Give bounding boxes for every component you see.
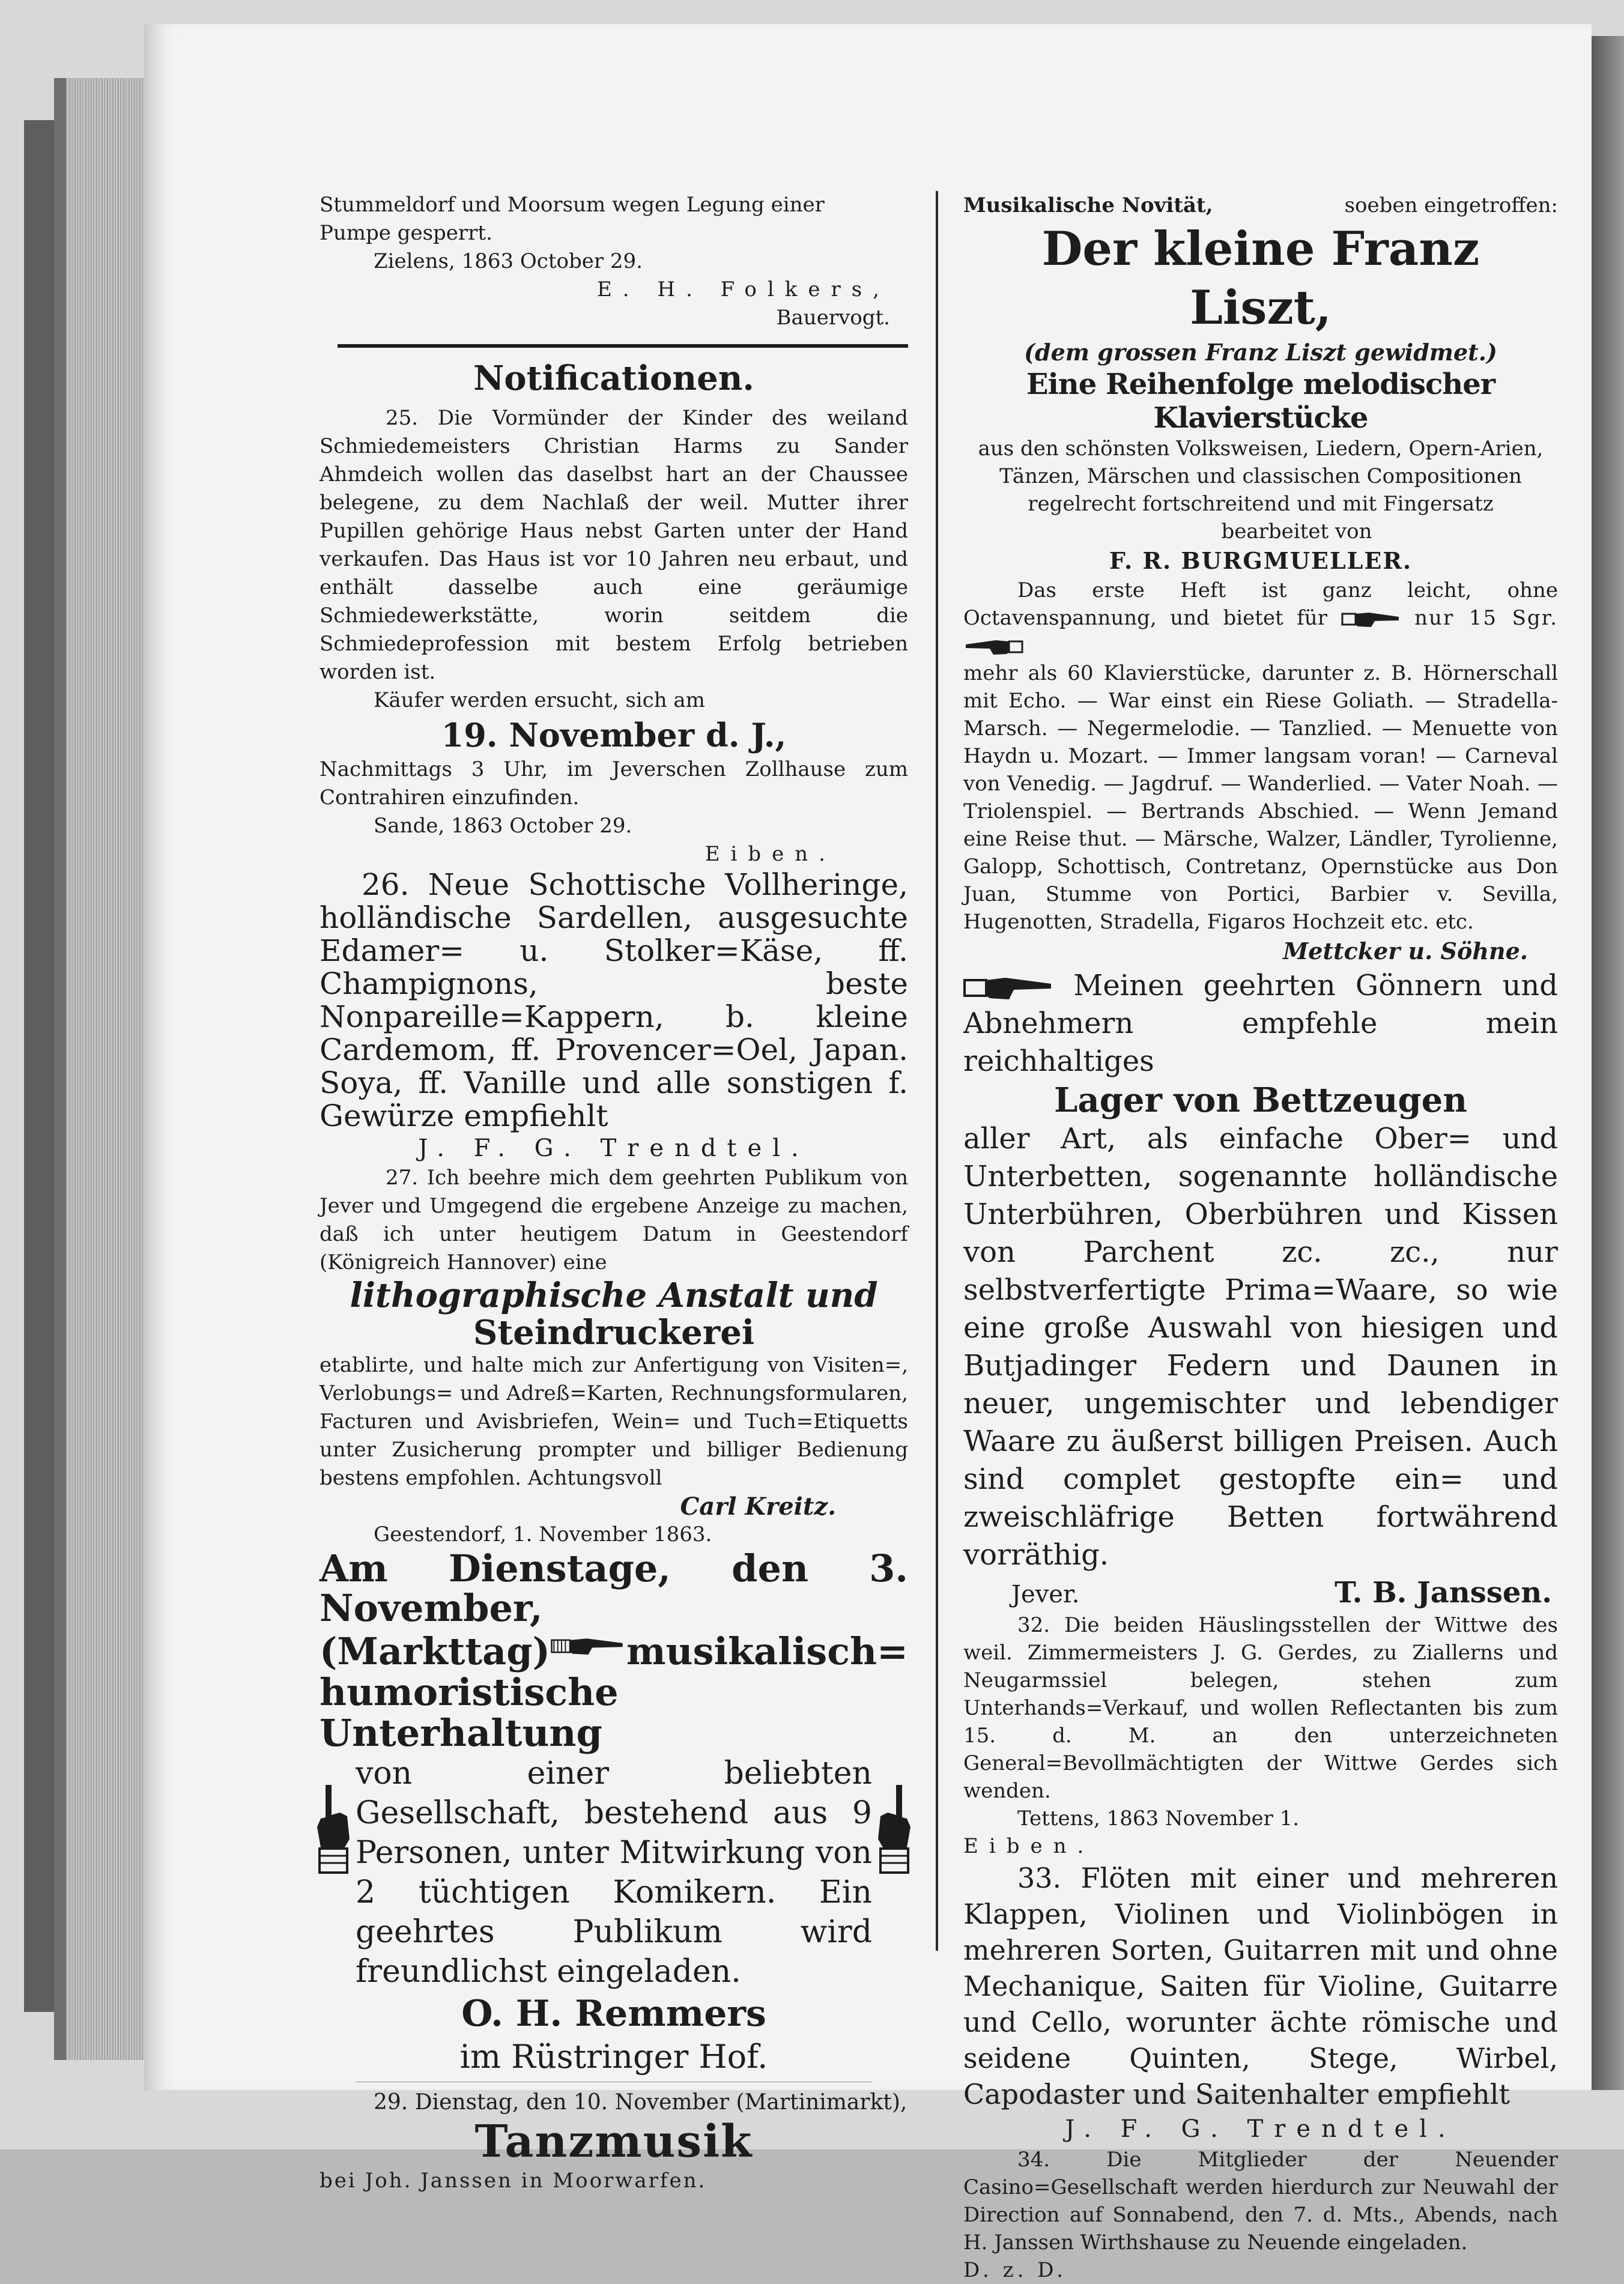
notice-25-time: Nachmittags 3 Uhr, im Jeverschen Zollhause zum Contrahiren einzufinden. — [320, 757, 908, 810]
notice-25-buyers: Käufer werden ersucht, sich am — [374, 688, 705, 712]
notice-25-place: Sande, 1863 October 29. — [374, 814, 632, 838]
facing-page-edge — [1592, 36, 1624, 2090]
music-ad-dedication: (dem grossen Franz Liszt gewidmet.) — [1024, 339, 1497, 366]
notice-34-signature: D. z. D. — [963, 2258, 1067, 2282]
music-ad-subtitle: Eine Reihenfolge melodischer Klavierstücke — [1026, 368, 1495, 435]
notice-29-heading: Tanzmusik — [474, 2116, 753, 2167]
notice-28-line1: Am Dienstage, den 3. November, — [320, 1546, 908, 1630]
music-ad-arrived: soeben eingetroffen: — [1344, 193, 1558, 217]
music-ad-price: nur 15 Sgr. — [1414, 606, 1559, 630]
notice-27-body: etablirte, und halte mich zur Anfertigung von Visiten=, Verlobungs= und Adreß=Karten, Rechnungsformularen, Facturen und Avisbriefen, Wein= und Tuch=Etiquetts unter Zusicherung prompter und billiger Bedienung bestens empfohlen. Achtungsvoll — [320, 1353, 908, 1490]
notice-27: 27. Ich beehre mich dem geehrten Publikum von Jever und Umgegend die ergebene Anzeige zu machen, daß ich unter heutigem Datum in Geestendorf (Königreich Hannover) eine — [320, 1166, 908, 1274]
notice-26-signature: J. F. G. Trendtel. — [418, 1134, 810, 1162]
notice-32-place: Tettens, 1863 November 1. — [1017, 1807, 1300, 1831]
music-ad-composer: F. R. BURGMUELLER. — [1109, 547, 1413, 574]
notice-33-signature: J. F. G. Trendtel. — [1065, 2115, 1456, 2143]
notice-27-heading2: Steindruckerei — [473, 1313, 755, 1353]
notice-31-heading: Lager von Bettzeugen — [1054, 1080, 1467, 1120]
pointing-hand-icon — [963, 637, 1023, 657]
notice-31-intro-text: Meinen geehrten Gönnern und Abnehmern empfehle mein reichhaltiges — [963, 969, 1559, 1078]
notice-27-heading1: lithographische Anstalt und — [350, 1276, 878, 1315]
notice-28-line3: humoristische Unterhaltung — [320, 1670, 619, 1755]
right-column — [963, 191, 1558, 2284]
notice-28-line2 — [320, 1628, 908, 1672]
top-notice-line1: Stummeldorf und Moorsum wegen Legung einer — [320, 193, 825, 217]
notice-31-intro — [963, 967, 1558, 1080]
notice-31-signature-row — [963, 1574, 1558, 1611]
raised-hand-icon — [314, 1785, 356, 1875]
music-ad-publisher: Mettcker u. Söhne. — [1283, 938, 1528, 965]
music-ad-title: Der kleine Franz Liszt, — [1041, 222, 1480, 335]
notice-25-signature: Eiben. — [704, 842, 836, 866]
notice-27-place: Geestendorf, 1. November 1863. — [374, 1522, 712, 1546]
music-ad-body-b: mehr als 60 Klavierstücke, darunter z. B. Hörnerschall mit Echo. — War einst ein Riese Goliath. — Stradella-Marsch. — Negermelodie. — Tanzlied. — Menuette von Haydn u. Mozart. — Immer langsam voran! — Carneval von Venedig. — Jagdruf. — Wanderlied. — Vater Noah. — Triolenspiel. — Bertrands Abschied. — Wenn Jemand eine Reise thut. — Märsche, Walzer, Ländler, Tyrolienne, Galopp, Schottisch, Contretanz, Opernstücke aus Don Juan, Stumme von Portici, Barbier v. Sevilla, Hugenotten, Stradella, Figaros Hochzeit etc. etc. — [963, 661, 1558, 934]
notice-28-markttag: (Markttag) — [320, 1629, 550, 1673]
notice-28-body: von einer beliebten Gesellschaft, bestehend aus 9 Personen, unter Mitwirkung von 2 tüchtigen Komikern. Ein geehrtes Publikum wird freundlichst eingeladen. — [356, 1755, 872, 1990]
notice-33: 33. Flöten mit einer und mehreren Klappen, Violinen und Violinbögen in mehreren Sorten, Guitarren mit und ohne Mechanique, Saiten für Violine, Guitarre und Cello, worunter ächte römische und seidene Quinten, Stege, Wirbel, Capodaster und Saitenhalter empfiehlt — [963, 1862, 1558, 2110]
music-ad-description: aus den schönsten Volksweisen, Liedern, Opern-Arien, Tänzen, Märschen und classischen Compositionen regelrecht fortschreitend und mit Fingersatz — [978, 437, 1544, 516]
notice-31-place: Jever. — [1011, 1581, 1080, 1608]
top-notice-place: Zielens, 1863 October 29. — [374, 249, 643, 273]
notice-28-venue: im Rüstringer Hof. — [459, 2038, 768, 2076]
music-ad-body-a — [963, 577, 1558, 659]
notice-34: 34. Die Mitglieder der Neuender Casino=Gesellschaft werden hierdurch zur Neuwahl der Direction auf Sonnabend, den 7. d. Mts., Abends, nach H. Janssen Wirthshause zu Neuende eingeladen. — [963, 2148, 1558, 2255]
notice-25: 25. Die Vormünder der Kinder des weiland Schmiedemeisters Christian Harms zu Sander Ahmdeich wollen das daselbst hart an der Chaussee belegene, zu dem Nachlaß der weil. Mutter ihrer Pupillen gehörige Haus nebst Garten unter der Hand verkaufen. Das Haus ist vor 10 Jahren neu erbaut, und enthält dasselbe auch eine geräumige Schmiedewerkstätte, worin seitdem die Schmiedeprofession mit bestem Erfolg betrieben worden ist. — [320, 406, 908, 684]
music-ad-by: bearbeitet von — [1221, 520, 1372, 544]
top-notice-line2: Pumpe gesperrt. — [320, 221, 492, 245]
pointing-hand-icon — [550, 1628, 626, 1664]
raised-hand-icon — [872, 1785, 914, 1875]
notice-27-signature: Carl Kreitz. — [680, 1492, 836, 1521]
pointing-hand-icon — [963, 973, 1053, 1003]
music-ad-novelty: Musikalische Novität, — [963, 193, 1213, 217]
top-notice-signature: E. H. Folkers, — [596, 277, 890, 301]
notice-31-body: aller Art, als einfache Ober= und Unterbetten, sogenannte holländische Unterbühren, Oberbühren und Kissen von Parchent zc. zc., nur selbstverfertigte Prima=Waare, so wie eine große Auswahl von hiesigen und Butjadinger Federn und Daunen in neuer, ungemischter und lebendiger Waare zu äußerst billigen Preisen. Auch sind complet gestopfte ein= und zweischläfrige Betten fortwährend vorräthig. — [963, 1122, 1558, 1572]
music-ad-header — [963, 191, 1558, 220]
notice-28-musical: musikalisch= — [626, 1629, 908, 1673]
column-divider — [936, 191, 938, 1951]
notice-32-signature: Eiben. — [963, 1834, 1095, 1858]
section-rule — [338, 344, 908, 348]
left-column — [320, 191, 908, 2195]
section-heading: Notificationen. — [473, 359, 754, 398]
notice-29-line: 29. Dienstag, den 10. November (Martinimarkt), — [374, 2090, 907, 2115]
pointing-hand-icon — [1341, 609, 1401, 629]
notice-25-date: 19. November d. J., — [441, 716, 787, 754]
notice-32: 32. Die beiden Häuslingsstellen der Wittwe des weil. Zimmermeisters J. G. Gerdes, zu Ziallerns und Neugarmssiel belegen, stehen zum Unterhands=Verkauf, und wollen Reflectanten bis zum 15. d. M. an den unterzeichneten General=Bevollmächtigten der Wittwe Gerdes sich wenden. — [963, 1613, 1558, 1803]
notice-29-venue: bei Joh. Janssen in Moorwarfen. — [320, 2169, 707, 2193]
music-ad-body-a-text: Das erste Heft ist ganz leicht, ohne Octavenspannung, und bietet für — [963, 578, 1558, 630]
notice-28-body-wrap — [320, 1754, 908, 1992]
top-notice-title: Bauervogt. — [776, 306, 890, 330]
notice-31-signature: T. B. Janssen. — [1335, 1576, 1552, 1610]
notice-26: 26. Neue Schottische Vollheringe, holländische Sardellen, ausgesuchte Edamer= u. Stolker=Käse, ff. Champignons, beste Nonpareille=Kappern, b. kleine Cardemom, ff. Provencer=Oel, Japan. Soya, ff. Vanille und alle sonstigen f. Gewürze empfiehlt — [320, 867, 908, 1133]
notice-28-signature: O. H. Remmers — [461, 1993, 766, 2035]
book-page-edges — [54, 78, 156, 2060]
